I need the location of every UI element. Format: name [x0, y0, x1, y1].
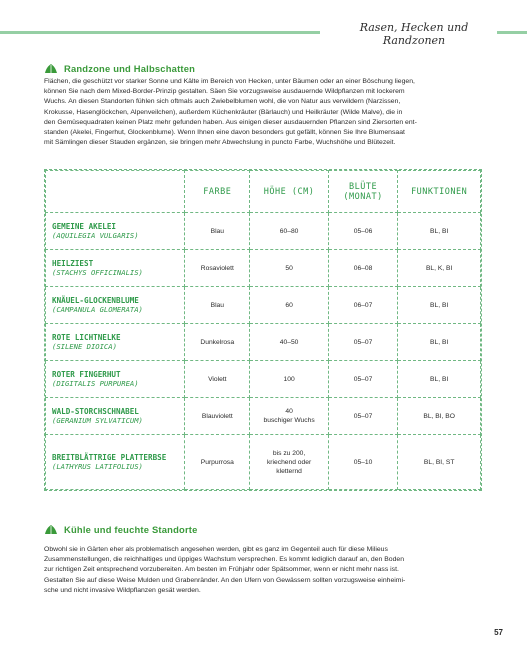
hoehe-line: bis zu 200,: [272, 449, 306, 457]
table-header-row: [46, 171, 481, 213]
plant-name: BREITBLÄTTRIGE PLATTERBSE: [52, 453, 167, 463]
bluete-cell: 05–06: [328, 213, 398, 250]
hoehe-cell: [250, 250, 328, 287]
plant-latin: (SILENE DIOICA): [52, 342, 117, 352]
plant-name: HEILZIEST: [52, 259, 94, 269]
text-line: Obwohl sie in Gärten eher als problematisch angesehen werden, gibt es ganz im Gegenteil auch für diese Milieus: [44, 546, 388, 553]
leaf-icon: [44, 524, 58, 535]
farbe-cell: Blauviolett: [185, 398, 250, 435]
section-heading-text: Randzone und Halbschatten: [64, 63, 196, 74]
hoehe-cell: [250, 435, 328, 490]
funktionen-cell: BL, BI: [398, 361, 481, 398]
table-header-bluete: BLÜTE (MONAT): [328, 171, 398, 213]
funktionen-cell: BL, BI: [398, 287, 481, 324]
text-line: Gestalten Sie auf diese Weise Mulden und Grabenränder. An den Ufern von Gewässern sollten vorzugsweise einheimi-: [44, 576, 406, 584]
funktionen-cell: BL, BI, BO: [398, 398, 481, 435]
plant-cell: [46, 213, 185, 250]
funktionen-cell: BL, BI: [398, 213, 481, 250]
chapter-title: Rasen, Hecken und Randzonen: [359, 21, 469, 47]
hoehe-cell: [250, 287, 328, 324]
plant-name: GEMEINE AKELEI: [52, 222, 117, 232]
funktionen-cell: BL, BI, ST: [398, 435, 481, 490]
section1-paragraph: [44, 77, 482, 148]
section-heading-kuehl: [44, 524, 198, 535]
hoehe-line: 40: [285, 408, 293, 416]
header-rule: [0, 31, 320, 34]
hoehe-cell: [250, 213, 328, 250]
table-row: [46, 398, 481, 435]
plant-cell: [46, 324, 185, 361]
plant-cell: [46, 287, 185, 324]
table-row: [46, 324, 481, 361]
funktionen-cell: BL, K, BI: [398, 250, 481, 287]
hoehe-line: 100: [283, 375, 295, 383]
plant-name: ROTER FINGERHUT: [52, 370, 121, 380]
table-row: [46, 435, 481, 490]
farbe-cell: Dunkelrosa: [185, 324, 250, 361]
leaf-icon: [44, 63, 58, 74]
farbe-cell: Violett: [185, 361, 250, 398]
table-header-funktionen: FUNKTIONEN: [398, 171, 481, 213]
bluete-cell: 06–07: [328, 287, 398, 324]
plant-latin: (STACHYS OFFICINALIS): [52, 268, 143, 278]
text-line: Flächen, die geschützt vor starker Sonne und Kälte im Bereich von Hecken, unter Bäumen oder an einer Böschung liegen,: [44, 78, 415, 85]
text-line: Zusammenstellungen, die reichhaltiges und üppiges Wachstum versprechen. Es kommt lediglich darauf an, den Boden: [44, 556, 405, 564]
plant-name: KNÄUEL-GLOCKENBLUME: [52, 296, 139, 306]
bluete-cell: 05–07: [328, 361, 398, 398]
farbe-cell: Blau: [185, 287, 250, 324]
table-row: [46, 361, 481, 398]
plant-table: [44, 169, 482, 491]
plant-latin: (GERANIUM SYLVATICUM): [52, 416, 143, 426]
table-row: [46, 287, 481, 324]
bluete-cell: 05–10: [328, 435, 398, 490]
text-line: den Gemüsequadraten keinen Platz mehr gefunden haben. Aus einigen dieser ausdauernden Pflanzen sind Ziersorten ent-: [44, 118, 417, 126]
section-heading-randzone: [44, 63, 195, 74]
table-row: [46, 250, 481, 287]
section-heading-text: Kühle und feuchte Standorte: [64, 524, 198, 535]
farbe-cell: Rosaviolett: [185, 250, 250, 287]
text-line: Krokusse, Hasenglöckchen, Alpenveilchen), außerdem Küchenkräuter (Bärlauch) und Heilkräuter (Wilde Malve), die in: [44, 108, 403, 116]
section2-paragraph: [44, 545, 482, 596]
table-header-farbe: FARBE: [185, 171, 250, 213]
text-line: sche und nicht invasive Wildpflanzen gesät werden.: [44, 586, 201, 594]
text-line: zur richtigen Zeit entsprechend vorzubereiten. Am besten im Frühjahr oder Spätsommer, wenn er nicht mehr nass ist.: [44, 566, 399, 574]
header-tab: [497, 31, 527, 34]
hoehe-line: kriechend oder: [266, 458, 312, 466]
funktionen-cell: BL, BI: [398, 324, 481, 361]
hoehe-line: buschiger Wuchs: [263, 417, 315, 425]
bluete-cell: 06–08: [328, 250, 398, 287]
text-line: Wuchs. An diesen Standorten fühlen sich oftmals auch Zwiebelblumen wohl, die von Natur aus verwildern (Narzissen,: [44, 98, 401, 106]
text-line: standen (Akelei, Fingerhut, Glockenblume). Wenn Ihnen eine davon besonders gut gefällt, können Sie Ihre Blumensaat: [44, 129, 405, 137]
farbe-cell: Blau: [185, 213, 250, 250]
hoehe-cell: [250, 324, 328, 361]
table-header-hoehe: HÖHE (CM): [250, 171, 328, 213]
plant-latin: (DIGITALIS PURPUREA): [52, 379, 139, 389]
farbe-cell: Purpurrosa: [185, 435, 250, 490]
plant-cell: [46, 361, 185, 398]
hoehe-line: 50: [285, 264, 293, 272]
plant-cell: [46, 435, 185, 490]
hoehe-line: 40–50: [279, 338, 299, 346]
plant-latin: (CAMPANULA GLOMERATA): [52, 305, 143, 315]
hoehe-line: 60–80: [279, 227, 299, 235]
page-number: 57: [494, 628, 503, 637]
plant-cell: [46, 250, 185, 287]
table-row: [46, 213, 481, 250]
text-line: mit Sämlingen dieser Stauden ergänzen, sie bringen mehr Abwechslung in puncto Farbe, Wuchshöhe und Blütezeit.: [44, 139, 396, 147]
bluete-cell: 05–07: [328, 324, 398, 361]
plant-name: ROTE LICHTNELKE: [52, 333, 121, 343]
plant-latin: (LATHYRUS LATIFOLIUS): [52, 462, 143, 472]
bluete-cell: 05–07: [328, 398, 398, 435]
plant-cell: [46, 398, 185, 435]
hoehe-cell: [250, 398, 328, 435]
hoehe-line: kletternd: [276, 467, 302, 475]
hoehe-cell: [250, 361, 328, 398]
plant-latin: (AQUILEGIA VULGARIS): [52, 231, 139, 241]
text-line: können Sie nach dem Mixed-Border-Prinzip gestalten. Säen Sie vorzugsweise ausdauernde Wildpflanzen mit lockerem: [44, 88, 405, 96]
table-header-blank: [46, 171, 185, 213]
hoehe-line: 60: [285, 301, 293, 309]
plant-name: WALD-STORCHSCHNABEL: [52, 407, 139, 417]
